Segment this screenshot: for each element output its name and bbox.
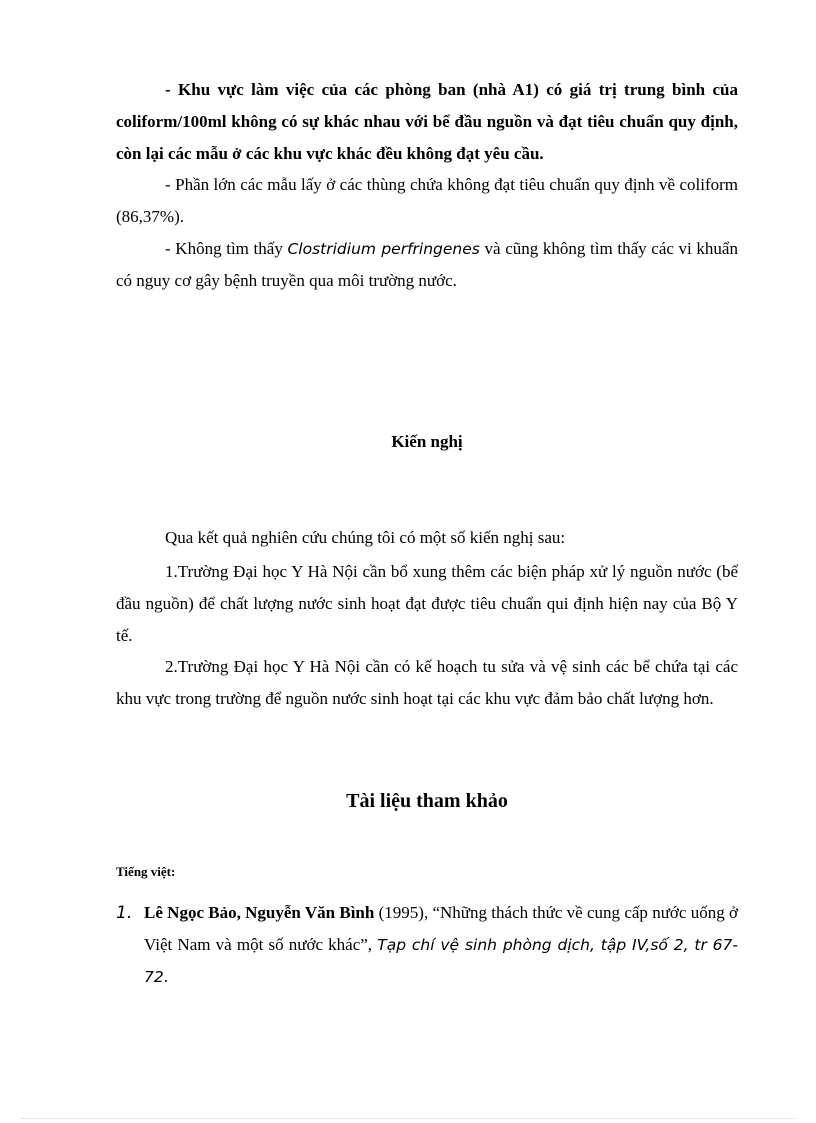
recommendations-intro: Qua kết quả nghiên cứu chúng tôi có một số kiến nghị sau: — [165, 528, 566, 547]
references-title: Tài liệu tham khảo — [346, 790, 508, 812]
reference-item-1-end: . — [163, 967, 168, 986]
recommendation-item-2: 2.Trường Đại học Y Hà Nội cần có kế hoạch tu sửa và vệ sinh các bể chứa tại các khu vực trong trường để nguồn nước sinh hoạt tại các khu vực đảm bảo chất lượng hơn. — [116, 657, 738, 708]
reference-item-1-journal: Tạp chí vệ sinh phòng dịch, tập IV,số 2, tr 67-72 — [144, 936, 738, 986]
footer-divider — [20, 1118, 796, 1119]
references-subheading: Tiếng việt: — [116, 864, 176, 879]
conclusion-item-3 — [116, 233, 738, 297]
conclusion-item-3-species: Clostridium perfringenes — [287, 240, 480, 258]
reference-item-1-body — [144, 897, 738, 993]
conclusion-item-1-text: Khu vực làm việc của các phòng ban (nhà A1) có giá trị trung bình của coliform/100ml không có sự khác nhau với bể đầu nguồn và đạt tiêu chuẩn quy định, còn lại các mẫu ở các khu vực khác đều không đạt yêu cầu. — [116, 80, 738, 163]
conclusion-item-3-post: và cũng không tìm thấy các vi khuẩn có nguy cơ gây bệnh truyền qua môi trường nước. — [116, 239, 738, 290]
recommendations-title: Kiến nghị — [391, 432, 463, 451]
reference-item-1-authors: Lê Ngọc Bảo, Nguyễn Văn Bình — [144, 903, 375, 922]
conclusion-item-1-dash: - — [165, 80, 179, 99]
conclusion-item-2: - Phần lớn các mẫu lấy ở các thùng chứa không đạt tiêu chuẩn quy định về coliform (86,37%). — [116, 175, 738, 226]
reference-item-1-number: 1. — [116, 903, 133, 923]
reference-item-1 — [116, 897, 738, 993]
recommendation-item-1: 1.Trường Đại học Y Hà Nội cần bổ xung thêm các biện pháp xử lý nguồn nước (bể đầu nguồn) để chất lượng nước sinh hoạt đạt được tiêu chuẩn qui định hiện nay của Bộ Y tế. — [116, 562, 738, 645]
reference-item-1-title: (1995), “Những thách thức về cung cấp nước uống ở Việt Nam và một số nước khác”, — [144, 903, 738, 954]
conclusion-item-1 — [116, 74, 738, 170]
conclusion-item-3-pre: - Không tìm thấy — [165, 239, 288, 258]
